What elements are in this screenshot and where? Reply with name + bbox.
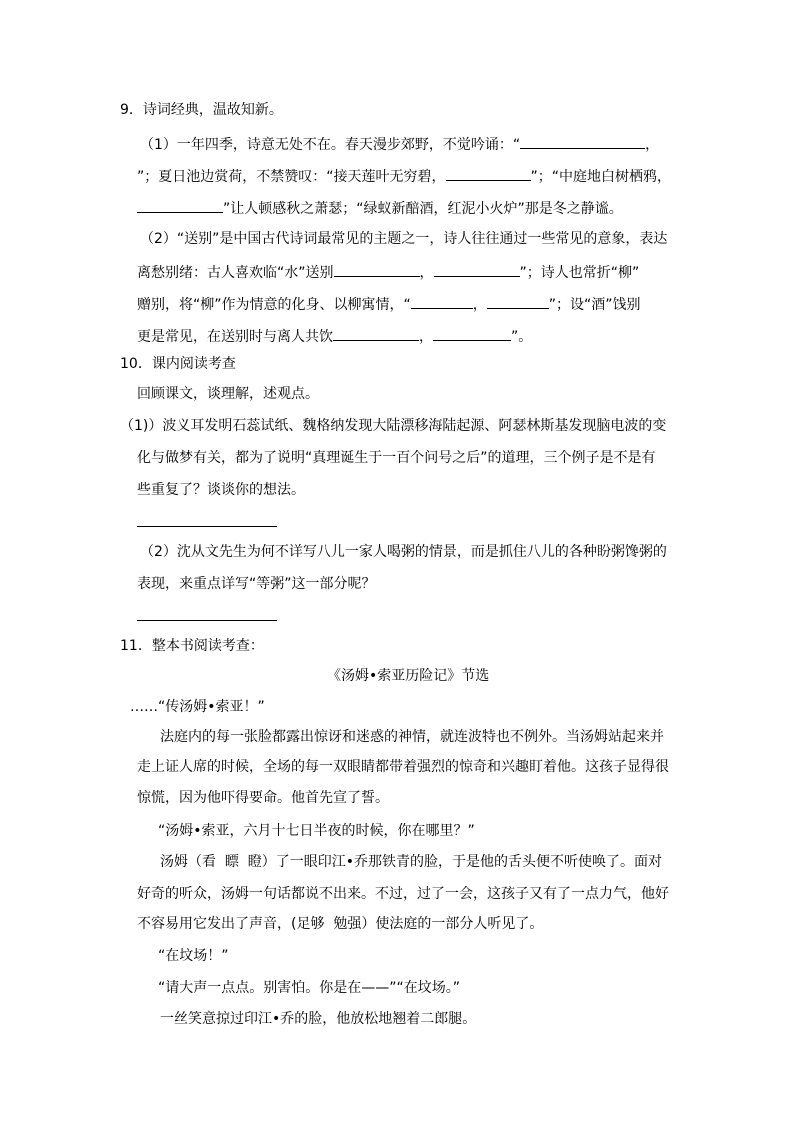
excerpt-line: 不容易用它发出了声音，(足够 勉强）使法庭的一部分人听见了。: [137, 916, 544, 932]
q9-part2-line2: [137, 261, 639, 283]
answer-blank[interactable]: [137, 197, 223, 213]
q9-part2-line1: （2）“送别”是中国古代诗词最常见的主题之一，诗人往往通过一些常见的意象，表达: [140, 231, 668, 247]
excerpt-line: “请大声一点点。别害怕。你是在——”“在坟场。”: [158, 980, 461, 996]
q9-part2-line3: [137, 293, 641, 315]
q9-part2-text-4a: 更是常见，在送别时与离人共饮: [137, 329, 333, 345]
q9-part2-text-4c: ”。: [511, 329, 533, 345]
q9-part2-text-2c: ”；诗人也常折“柳”: [519, 265, 640, 281]
q9-part2-text-3c: ”；设“酒”饯别: [548, 297, 641, 313]
excerpt-line: “汤姆•索亚，六月十七日半夜的时候，你在哪里？”: [158, 823, 475, 839]
answer-line[interactable]: [137, 526, 277, 527]
q10-part1-line2: 化与做梦有关，都为了说明“真理诞生于一百个问号之后”的道理，三个例子是不是有: [137, 450, 656, 466]
q9-part2-text-3a: 赠别，将“柳”作为情意的化身、以柳寓情，“: [137, 297, 411, 313]
answer-line[interactable]: [137, 620, 277, 621]
answer-blank[interactable]: [411, 293, 473, 309]
q11-title: 11．整本书阅读考查：: [120, 638, 264, 654]
answer-blank[interactable]: [433, 325, 511, 341]
excerpt-line: ……“传汤姆•索亚！”: [130, 699, 265, 715]
q9-part1-text-2b: ”；“中庭地白树栖鸦，: [530, 169, 672, 185]
excerpt-line: 好奇的听众，汤姆一句话都说不出来。不过，过了一会，这孩子又有了一点力气，他好: [137, 886, 669, 902]
q9-part1-line2: [137, 165, 671, 187]
q9-part2-text-2a: 离愁别绪：古人喜欢临“水”送别: [137, 265, 334, 281]
q9-part2-text-4b: ，: [419, 329, 433, 345]
q9-part2-text-3b: ，: [472, 297, 487, 313]
book-excerpt-title: 《汤姆•索亚历险记》节选: [327, 668, 490, 684]
q10-part2-line1: （2）沈从文先生为何不详写八儿一家人喝粥的情景，而是抓住八儿的各种盼粥馋粥的: [140, 544, 667, 560]
q9-title: 9．诗词经典，温故知新。: [120, 102, 283, 118]
q10-intro: 回顾课文，谈理解，述观点。: [137, 386, 319, 402]
answer-blank[interactable]: [333, 325, 419, 341]
excerpt-line: 走上证人席的时候，全场的每一双眼睛都带着强烈的惊奇和兴趣盯着他。这孩子显得很: [137, 759, 669, 775]
excerpt-line: 汤姆（看 瞟 瞪）了一眼印江•乔那铁青的脸，于是他的舌头便不听使唤了。面对: [160, 854, 663, 870]
excerpt-line: 惊慌，因为他吓得要命。他首先宣了誓。: [137, 790, 389, 806]
q9-part1-line1: [140, 133, 659, 155]
q9-part1-text-1a: （1）一年四季，诗意无处不在。春天漫步郊野，不觉吟诵：“: [140, 137, 521, 153]
excerpt-line: “在坟场！”: [158, 948, 229, 964]
q9-part1-line3: [137, 197, 623, 219]
answer-blank[interactable]: [334, 261, 420, 277]
answer-blank[interactable]: [434, 261, 520, 277]
q9-part2-text-2b: ，: [419, 265, 434, 281]
answer-blank[interactable]: [520, 133, 645, 149]
q9-part1-text-2a: ”；夏日池边赏荷，不禁赞叹：“接天莲叶无穷碧，: [137, 169, 446, 185]
q9-part1-text-1b: ，: [645, 137, 660, 153]
q10-title: 10．课内阅读考查: [120, 356, 236, 372]
q10-part2-line2: 表现，来重点详写“等粥”这一部分呢？: [137, 576, 376, 592]
answer-blank[interactable]: [487, 293, 549, 309]
answer-blank[interactable]: [446, 165, 531, 181]
q10-part1-line1: （1)）波义耳发明石蕊试纸、魏格纳发现大陆漂移海陆起源、阿瑟林斯基发现脑电波的变: [120, 418, 667, 434]
excerpt-line: 法庭内的每一张脸都露出惊讶和迷惑的神情，就连波特也不例外。当汤姆站起来并: [160, 729, 664, 745]
excerpt-line: 一丝笑意掠过印江•乔的脸，他放松地翘着二郎腿。: [160, 1011, 477, 1027]
q9-part1-text-3a: ”让人顿感秋之萧瑟；“绿蚁新醅酒，红泥小火炉”那是冬之静谧。: [223, 201, 623, 217]
q9-part2-line4: [137, 325, 532, 347]
q10-part1-line3: 些重复了？谈谈你的想法。: [137, 482, 305, 498]
